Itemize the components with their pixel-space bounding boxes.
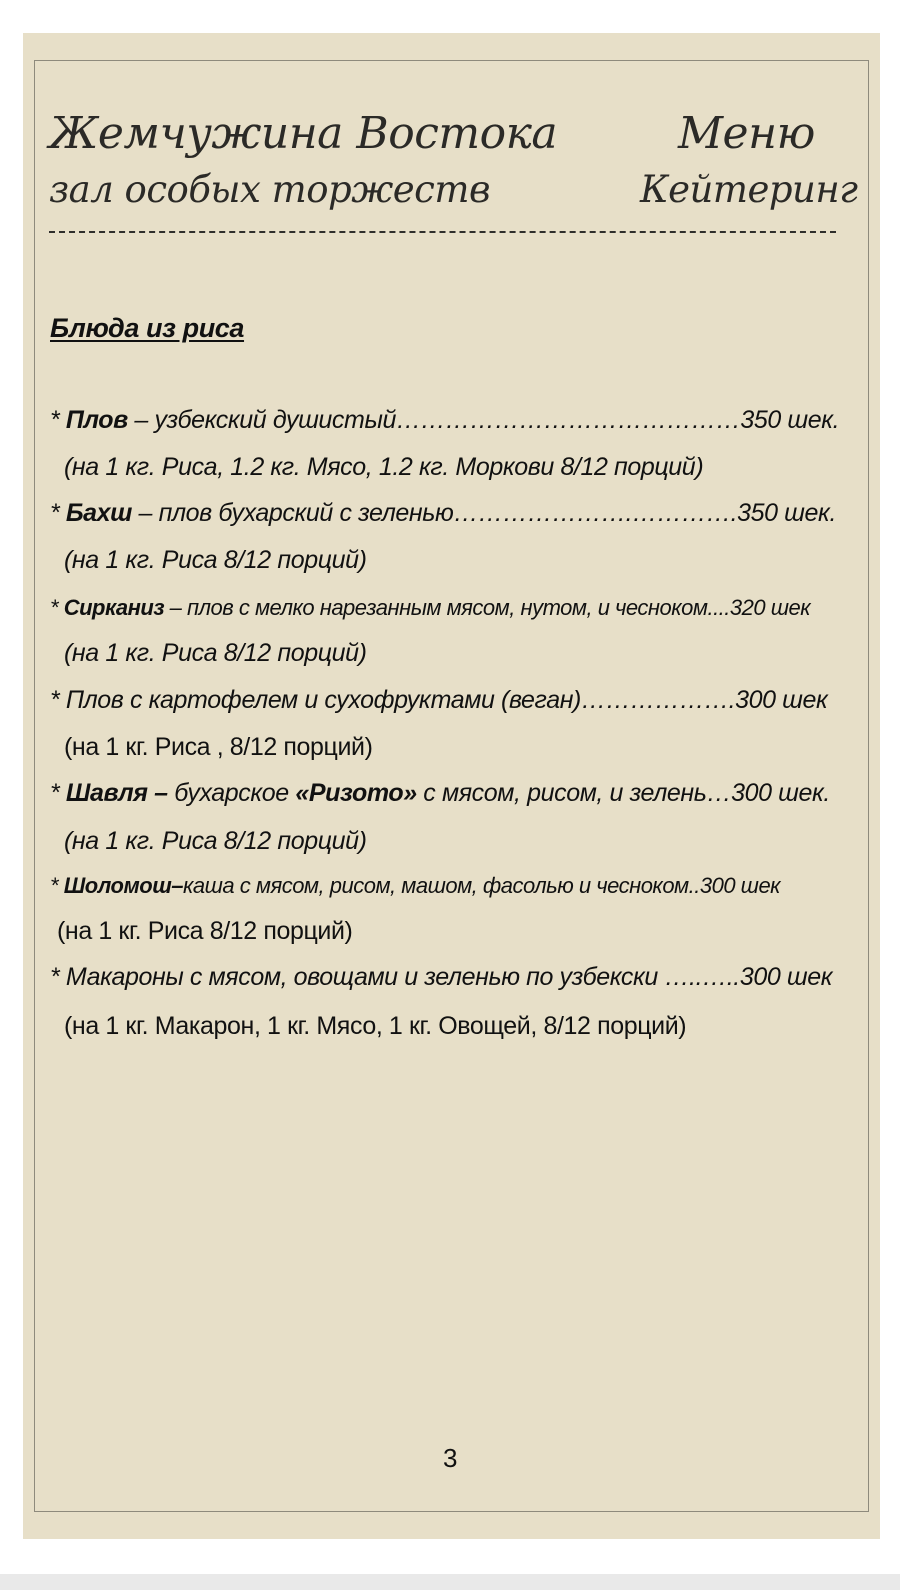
menu-page (23, 33, 880, 1539)
menu-heading: Меню (678, 108, 815, 159)
menu-item-plov (50, 406, 839, 435)
item-name: Плов (65, 406, 128, 434)
item-bullet: * (50, 406, 66, 434)
menu-item-makarony (50, 963, 832, 992)
restaurant-name: Жемчужина Востока (49, 108, 558, 159)
item-bullet: * (50, 873, 64, 898)
item-name: Шавля – (65, 779, 168, 807)
section-title: Блюда из риса (50, 313, 245, 343)
item-name: Сирканиз (63, 595, 165, 620)
item-bullet: * (50, 963, 66, 991)
item-description: – плов бухарский с зеленью………………….………….350 шек. (132, 499, 836, 527)
item-description-tail: с мясом, рисом, и зелень…300 шек. (416, 779, 830, 807)
item-description: Макароны с мясом, овощами и зеленью по узбекски …..…..300 шек (65, 963, 833, 991)
menu-item-bakhsh (50, 499, 836, 528)
menu-item-vegan-plov (50, 686, 827, 715)
item-note: (на 1 кг. Риса, 1.2 кг. Мясо, 1.2 кг. Моркови 8/12 порций) (64, 453, 704, 481)
item-description: – плов с мелко нарезанным мясом, нутом, и чесноком....320 шек (164, 595, 811, 620)
restaurant-tagline: зал особых торжеств (49, 168, 491, 211)
menu-item-sholomosh (50, 873, 780, 899)
menu-item-shavlya (50, 779, 830, 808)
item-note: (на 1 кг. Риса 8/12 порций) (64, 639, 367, 667)
item-bullet: * (50, 499, 66, 527)
item-name: Шоломош– (63, 873, 184, 898)
menu-item-sirkaniz (50, 595, 810, 621)
item-note: (на 1 кг. Макарон, 1 кг. Мясо, 1 кг. Овощей, 8/12 порций) (64, 1012, 687, 1040)
item-name: Бахш (65, 499, 133, 527)
bottom-strip (0, 1574, 900, 1590)
catering-heading: Кейтеринг (640, 168, 858, 211)
item-highlight: «Ризото» (295, 779, 417, 807)
item-note: (на 1 кг. Риса , 8/12 порций) (64, 733, 373, 761)
header-divider (49, 231, 836, 233)
item-bullet: * (50, 779, 66, 807)
item-note: (на 1 кг. Риса 8/12 порций) (64, 546, 367, 574)
item-bullet: * (50, 595, 64, 620)
item-description: Плов с картофелем и сухофруктами (веган)……………….300 шек (65, 686, 828, 714)
item-description: бухарское (167, 779, 296, 807)
item-description: – узбекский душистый……………………………………350 шек. (127, 406, 840, 434)
page-number: 3 (443, 1443, 458, 1473)
item-bullet: * (50, 686, 66, 714)
item-note: (на 1 кг. Риса 8/12 порций) (64, 827, 367, 855)
item-description: каша с мясом, рисом, машом, фасолью и чесноком..300 шек (183, 873, 781, 898)
item-note: (на 1 кг. Риса 8/12 порций) (57, 917, 353, 945)
